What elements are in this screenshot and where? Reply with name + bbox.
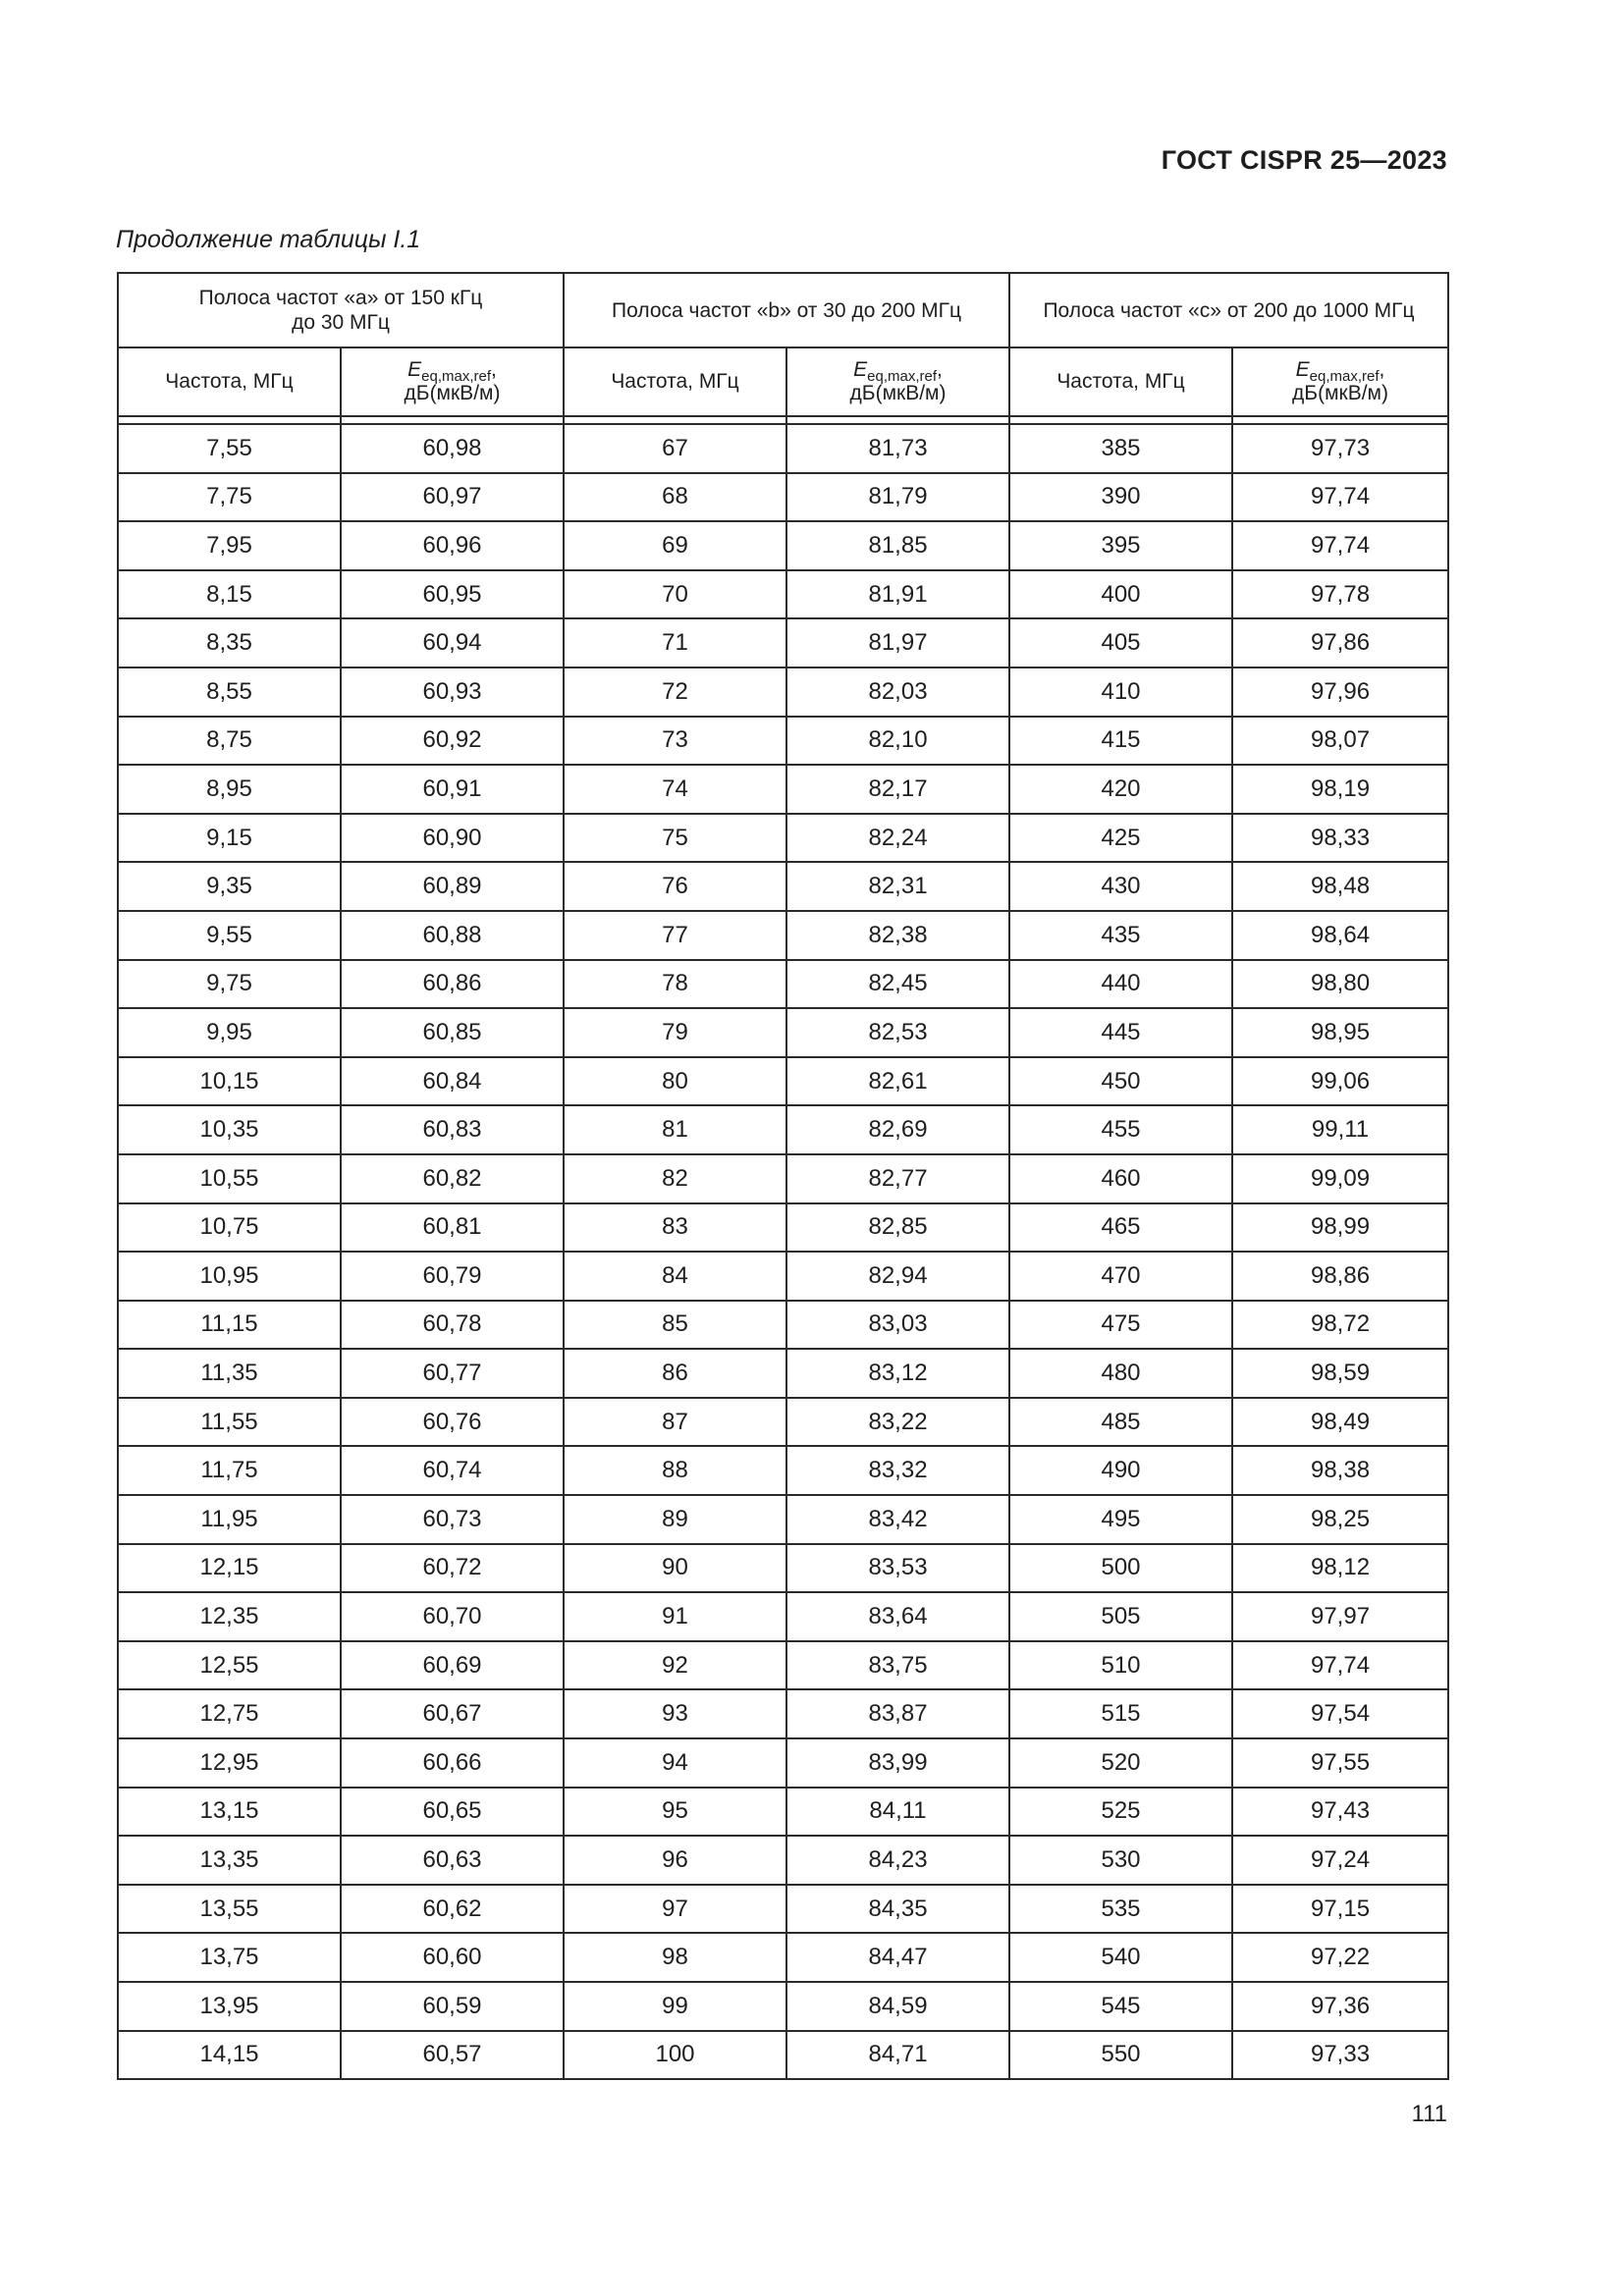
- table-row: [118, 1057, 1448, 1106]
- cell-freq-a: 9,35: [118, 862, 341, 911]
- cell-freq-b: 100: [564, 2031, 786, 2080]
- cell-e-a: 60,62: [341, 1885, 564, 1934]
- cell-e-a: 60,88: [341, 911, 564, 960]
- cell-e-a: 60,96: [341, 521, 564, 570]
- cell-freq-c: 485: [1009, 1398, 1232, 1447]
- cell-freq-a: 7,75: [118, 473, 341, 522]
- table-row: [118, 618, 1448, 667]
- cell-e-b: 84,59: [786, 1982, 1009, 2031]
- col-e-a: $E_{eq,max,ref}$, дБ(мкВ/м): [341, 347, 564, 416]
- cell-freq-b: 82: [564, 1154, 786, 1203]
- table-row: [118, 1446, 1448, 1495]
- cell-freq-a: 8,35: [118, 618, 341, 667]
- cell-e-c: 97,33: [1232, 2031, 1448, 2080]
- cell-freq-b: 80: [564, 1057, 786, 1106]
- cell-e-c: 98,25: [1232, 1495, 1448, 1544]
- cell-e-a: 60,86: [341, 960, 564, 1009]
- cell-e-c: 99,06: [1232, 1057, 1448, 1106]
- table-row: [118, 1738, 1448, 1788]
- cell-freq-b: 98: [564, 1933, 786, 1982]
- cell-e-b: 84,47: [786, 1933, 1009, 1982]
- cell-e-a: 60,81: [341, 1203, 564, 1253]
- cell-freq-a: 11,75: [118, 1446, 341, 1495]
- table-row: [118, 717, 1448, 766]
- cell-freq-c: 390: [1009, 473, 1232, 522]
- table-row: [118, 1398, 1448, 1447]
- cell-e-b: 81,91: [786, 570, 1009, 619]
- col-freq-b: Частота, МГц: [564, 347, 786, 416]
- cell-freq-c: 410: [1009, 667, 1232, 717]
- col-e-b: $E_{eq,max,ref}$, дБ(мкВ/м): [786, 347, 1009, 416]
- cell-e-b: 82,24: [786, 814, 1009, 863]
- cell-e-a: 60,90: [341, 814, 564, 863]
- cell-e-a: 60,82: [341, 1154, 564, 1203]
- cell-freq-b: 92: [564, 1641, 786, 1690]
- table-row: [118, 1301, 1448, 1350]
- table-row: [118, 1689, 1448, 1738]
- table-row: [118, 1252, 1448, 1301]
- cell-e-a: 60,98: [341, 424, 564, 473]
- cell-freq-c: 395: [1009, 521, 1232, 570]
- cell-freq-b: 93: [564, 1689, 786, 1738]
- cell-freq-c: 455: [1009, 1105, 1232, 1154]
- cell-e-b: 83,75: [786, 1641, 1009, 1690]
- table-row: [118, 862, 1448, 911]
- cell-freq-c: 435: [1009, 911, 1232, 960]
- cell-e-a: 60,84: [341, 1057, 564, 1106]
- cell-freq-a: 11,95: [118, 1495, 341, 1544]
- table-row: [118, 1154, 1448, 1203]
- cell-e-a: 60,85: [341, 1008, 564, 1057]
- table-row: [118, 1933, 1448, 1982]
- cell-e-a: 60,97: [341, 473, 564, 522]
- band-a-header: Полоса частот «a» от 150 кГц до 30 МГц: [118, 273, 564, 347]
- cell-freq-b: 67: [564, 424, 786, 473]
- cell-e-a: 60,72: [341, 1544, 564, 1593]
- cell-e-a: 60,79: [341, 1252, 564, 1301]
- cell-e-a: 60,92: [341, 717, 564, 766]
- cell-e-c: 98,49: [1232, 1398, 1448, 1447]
- cell-freq-c: 525: [1009, 1788, 1232, 1837]
- cell-freq-a: 14,15: [118, 2031, 341, 2080]
- cell-e-b: 83,42: [786, 1495, 1009, 1544]
- cell-e-b: 82,77: [786, 1154, 1009, 1203]
- cell-freq-a: 7,55: [118, 424, 341, 473]
- cell-freq-b: 78: [564, 960, 786, 1009]
- cell-freq-a: 7,95: [118, 521, 341, 570]
- cell-freq-a: 8,75: [118, 717, 341, 766]
- table-row: [118, 667, 1448, 717]
- cell-e-b: 82,38: [786, 911, 1009, 960]
- cell-e-c: 97,54: [1232, 1689, 1448, 1738]
- table-row: [118, 1349, 1448, 1398]
- cell-e-c: 97,74: [1232, 521, 1448, 570]
- cell-e-a: 60,83: [341, 1105, 564, 1154]
- table-row: [118, 911, 1448, 960]
- cell-freq-c: 530: [1009, 1836, 1232, 1885]
- cell-freq-b: 73: [564, 717, 786, 766]
- cell-e-a: 60,60: [341, 1933, 564, 1982]
- cell-e-b: 82,03: [786, 667, 1009, 717]
- cell-freq-a: 11,55: [118, 1398, 341, 1447]
- cell-freq-b: 91: [564, 1592, 786, 1641]
- cell-freq-c: 400: [1009, 570, 1232, 619]
- cell-freq-a: 13,55: [118, 1885, 341, 1934]
- cell-freq-c: 545: [1009, 1982, 1232, 2031]
- cell-freq-b: 90: [564, 1544, 786, 1593]
- cell-freq-a: 13,75: [118, 1933, 341, 1982]
- cell-e-b: 83,12: [786, 1349, 1009, 1398]
- cell-freq-b: 88: [564, 1446, 786, 1495]
- cell-freq-c: 430: [1009, 862, 1232, 911]
- cell-e-a: 60,57: [341, 2031, 564, 2080]
- cell-e-c: 97,55: [1232, 1738, 1448, 1788]
- cell-e-c: 97,15: [1232, 1885, 1448, 1934]
- cell-freq-c: 520: [1009, 1738, 1232, 1788]
- cell-e-b: 84,71: [786, 2031, 1009, 2080]
- cell-e-c: 98,86: [1232, 1252, 1448, 1301]
- cell-e-b: 84,11: [786, 1788, 1009, 1837]
- cell-e-c: 97,24: [1232, 1836, 1448, 1885]
- cell-freq-a: 9,75: [118, 960, 341, 1009]
- col-freq-a: Частота, МГц: [118, 347, 341, 416]
- table-row: [118, 765, 1448, 814]
- cell-freq-c: 515: [1009, 1689, 1232, 1738]
- cell-freq-b: 83: [564, 1203, 786, 1253]
- cell-e-c: 98,59: [1232, 1349, 1448, 1398]
- band-b-header: Полоса частот «b» от 30 до 200 МГц: [564, 273, 1009, 347]
- document-id: ГОСТ CISPR 25—2023: [1161, 145, 1447, 175]
- cell-e-a: 60,76: [341, 1398, 564, 1447]
- cell-freq-c: 405: [1009, 618, 1232, 667]
- cell-e-c: 97,22: [1232, 1933, 1448, 1982]
- table-row: [118, 1885, 1448, 1934]
- cell-freq-b: 70: [564, 570, 786, 619]
- cell-e-c: 99,11: [1232, 1105, 1448, 1154]
- table-row: [118, 570, 1448, 619]
- cell-e-c: 99,09: [1232, 1154, 1448, 1203]
- cell-freq-a: 12,15: [118, 1544, 341, 1593]
- cell-e-a: 60,67: [341, 1689, 564, 1738]
- cell-freq-c: 550: [1009, 2031, 1232, 2080]
- table-row: [118, 1008, 1448, 1057]
- cell-e-c: 97,97: [1232, 1592, 1448, 1641]
- cell-freq-b: 74: [564, 765, 786, 814]
- cell-e-b: 82,85: [786, 1203, 1009, 1253]
- band-header-row: [118, 273, 1448, 347]
- cell-e-c: 98,80: [1232, 960, 1448, 1009]
- cell-freq-c: 495: [1009, 1495, 1232, 1544]
- table-row: [118, 814, 1448, 863]
- cell-e-c: 98,12: [1232, 1544, 1448, 1593]
- cell-freq-a: 9,55: [118, 911, 341, 960]
- cell-freq-a: 12,75: [118, 1689, 341, 1738]
- cell-freq-c: 440: [1009, 960, 1232, 1009]
- cell-e-b: 83,53: [786, 1544, 1009, 1593]
- cell-freq-c: 535: [1009, 1885, 1232, 1934]
- cell-e-a: 60,93: [341, 667, 564, 717]
- cell-freq-c: 425: [1009, 814, 1232, 863]
- cell-e-c: 97,96: [1232, 667, 1448, 717]
- cell-freq-a: 13,95: [118, 1982, 341, 2031]
- page-number: 111: [1411, 2101, 1447, 2127]
- cell-e-b: 82,45: [786, 960, 1009, 1009]
- cell-freq-b: 86: [564, 1349, 786, 1398]
- cell-e-b: 83,22: [786, 1398, 1009, 1447]
- cell-e-a: 60,95: [341, 570, 564, 619]
- data-table: [117, 272, 1449, 2080]
- cell-freq-b: 81: [564, 1105, 786, 1154]
- cell-e-c: 98,38: [1232, 1446, 1448, 1495]
- cell-freq-c: 500: [1009, 1544, 1232, 1593]
- table-row: [118, 473, 1448, 522]
- cell-freq-b: 85: [564, 1301, 786, 1350]
- cell-freq-c: 540: [1009, 1933, 1232, 1982]
- cell-e-b: 81,73: [786, 424, 1009, 473]
- cell-freq-b: 95: [564, 1788, 786, 1837]
- cell-freq-c: 470: [1009, 1252, 1232, 1301]
- cell-freq-a: 11,35: [118, 1349, 341, 1398]
- cell-freq-a: 10,75: [118, 1203, 341, 1253]
- table-row: [118, 1203, 1448, 1253]
- cell-freq-a: 8,95: [118, 765, 341, 814]
- cell-freq-b: 84: [564, 1252, 786, 1301]
- cell-freq-c: 415: [1009, 717, 1232, 766]
- cell-freq-b: 77: [564, 911, 786, 960]
- cell-e-b: 83,99: [786, 1738, 1009, 1788]
- table-row: [118, 521, 1448, 570]
- band-c-header: Полоса частот «c» от 200 до 1000 МГц: [1009, 273, 1448, 347]
- table-row: [118, 960, 1448, 1009]
- cell-freq-b: 94: [564, 1738, 786, 1788]
- table-row: [118, 2031, 1448, 2080]
- cell-e-a: 60,77: [341, 1349, 564, 1398]
- cell-freq-c: 450: [1009, 1057, 1232, 1106]
- cell-freq-b: 96: [564, 1836, 786, 1885]
- cell-e-c: 98,95: [1232, 1008, 1448, 1057]
- cell-freq-b: 89: [564, 1495, 786, 1544]
- col-freq-c: Частота, МГц: [1009, 347, 1232, 416]
- table-body: [118, 424, 1448, 2079]
- cell-e-b: 82,61: [786, 1057, 1009, 1106]
- column-header-row: [118, 347, 1448, 416]
- cell-e-a: 60,94: [341, 618, 564, 667]
- cell-e-c: 97,74: [1232, 473, 1448, 522]
- cell-freq-a: 10,35: [118, 1105, 341, 1154]
- table-row: [118, 424, 1448, 473]
- table-row: [118, 1788, 1448, 1837]
- cell-freq-a: 13,15: [118, 1788, 341, 1837]
- cell-e-c: 98,99: [1232, 1203, 1448, 1253]
- cell-freq-b: 68: [564, 473, 786, 522]
- cell-e-a: 60,69: [341, 1641, 564, 1690]
- cell-e-c: 97,36: [1232, 1982, 1448, 2031]
- cell-e-c: 98,19: [1232, 765, 1448, 814]
- cell-freq-a: 10,95: [118, 1252, 341, 1301]
- cell-e-a: 60,63: [341, 1836, 564, 1885]
- cell-e-b: 83,32: [786, 1446, 1009, 1495]
- cell-e-b: 83,64: [786, 1592, 1009, 1641]
- cell-freq-a: 9,95: [118, 1008, 341, 1057]
- cell-e-b: 81,97: [786, 618, 1009, 667]
- cell-freq-b: 75: [564, 814, 786, 863]
- cell-freq-c: 460: [1009, 1154, 1232, 1203]
- cell-e-a: 60,59: [341, 1982, 564, 2031]
- cell-freq-a: 8,15: [118, 570, 341, 619]
- cell-freq-a: 12,95: [118, 1738, 341, 1788]
- cell-e-c: 98,64: [1232, 911, 1448, 960]
- table-row: [118, 1592, 1448, 1641]
- cell-e-b: 83,03: [786, 1301, 1009, 1350]
- cell-e-b: 82,17: [786, 765, 1009, 814]
- cell-e-c: 98,48: [1232, 862, 1448, 911]
- cell-e-a: 60,78: [341, 1301, 564, 1350]
- cell-e-c: 97,74: [1232, 1641, 1448, 1690]
- cell-e-c: 97,73: [1232, 424, 1448, 473]
- cell-e-a: 60,74: [341, 1446, 564, 1495]
- cell-e-a: 60,91: [341, 765, 564, 814]
- cell-e-a: 60,65: [341, 1788, 564, 1837]
- cell-e-a: 60,73: [341, 1495, 564, 1544]
- cell-freq-c: 480: [1009, 1349, 1232, 1398]
- cell-freq-b: 79: [564, 1008, 786, 1057]
- cell-freq-c: 385: [1009, 424, 1232, 473]
- cell-freq-a: 10,15: [118, 1057, 341, 1106]
- cell-e-b: 84,35: [786, 1885, 1009, 1934]
- cell-freq-b: 76: [564, 862, 786, 911]
- cell-e-c: 97,43: [1232, 1788, 1448, 1837]
- cell-e-b: 82,10: [786, 717, 1009, 766]
- cell-e-a: 60,70: [341, 1592, 564, 1641]
- table-row: [118, 1641, 1448, 1690]
- table-row: [118, 1982, 1448, 2031]
- cell-freq-c: 505: [1009, 1592, 1232, 1641]
- table-row: [118, 1544, 1448, 1593]
- cell-e-c: 98,33: [1232, 814, 1448, 863]
- cell-e-c: 97,86: [1232, 618, 1448, 667]
- cell-e-b: 82,69: [786, 1105, 1009, 1154]
- cell-freq-a: 11,15: [118, 1301, 341, 1350]
- cell-freq-a: 8,55: [118, 667, 341, 717]
- cell-freq-b: 99: [564, 1982, 786, 2031]
- cell-freq-c: 510: [1009, 1641, 1232, 1690]
- cell-e-c: 97,78: [1232, 570, 1448, 619]
- cell-freq-a: 12,35: [118, 1592, 341, 1641]
- cell-freq-a: 12,55: [118, 1641, 341, 1690]
- table-row: [118, 1836, 1448, 1885]
- header-separator: [118, 416, 1448, 424]
- cell-freq-b: 87: [564, 1398, 786, 1447]
- cell-freq-b: 72: [564, 667, 786, 717]
- cell-freq-a: 13,35: [118, 1836, 341, 1885]
- cell-e-b: 82,94: [786, 1252, 1009, 1301]
- cell-freq-c: 445: [1009, 1008, 1232, 1057]
- cell-e-c: 98,07: [1232, 717, 1448, 766]
- cell-e-b: 81,85: [786, 521, 1009, 570]
- cell-e-a: 60,66: [341, 1738, 564, 1788]
- table-row: [118, 1105, 1448, 1154]
- table-row: [118, 1495, 1448, 1544]
- cell-e-b: 82,31: [786, 862, 1009, 911]
- cell-freq-a: 10,55: [118, 1154, 341, 1203]
- cell-e-c: 98,72: [1232, 1301, 1448, 1350]
- cell-e-a: 60,89: [341, 862, 564, 911]
- col-e-c: $E_{eq,max,ref}$, дБ(мкВ/м): [1232, 347, 1448, 416]
- cell-freq-b: 97: [564, 1885, 786, 1934]
- cell-freq-c: 465: [1009, 1203, 1232, 1253]
- cell-freq-c: 490: [1009, 1446, 1232, 1495]
- cell-e-b: 81,79: [786, 473, 1009, 522]
- cell-e-b: 82,53: [786, 1008, 1009, 1057]
- table-caption: Продолжение таблицы I.1: [116, 226, 421, 253]
- cell-freq-c: 420: [1009, 765, 1232, 814]
- cell-freq-a: 9,15: [118, 814, 341, 863]
- cell-freq-c: 475: [1009, 1301, 1232, 1350]
- cell-freq-b: 69: [564, 521, 786, 570]
- cell-e-b: 83,87: [786, 1689, 1009, 1738]
- cell-e-b: 84,23: [786, 1836, 1009, 1885]
- cell-freq-b: 71: [564, 618, 786, 667]
